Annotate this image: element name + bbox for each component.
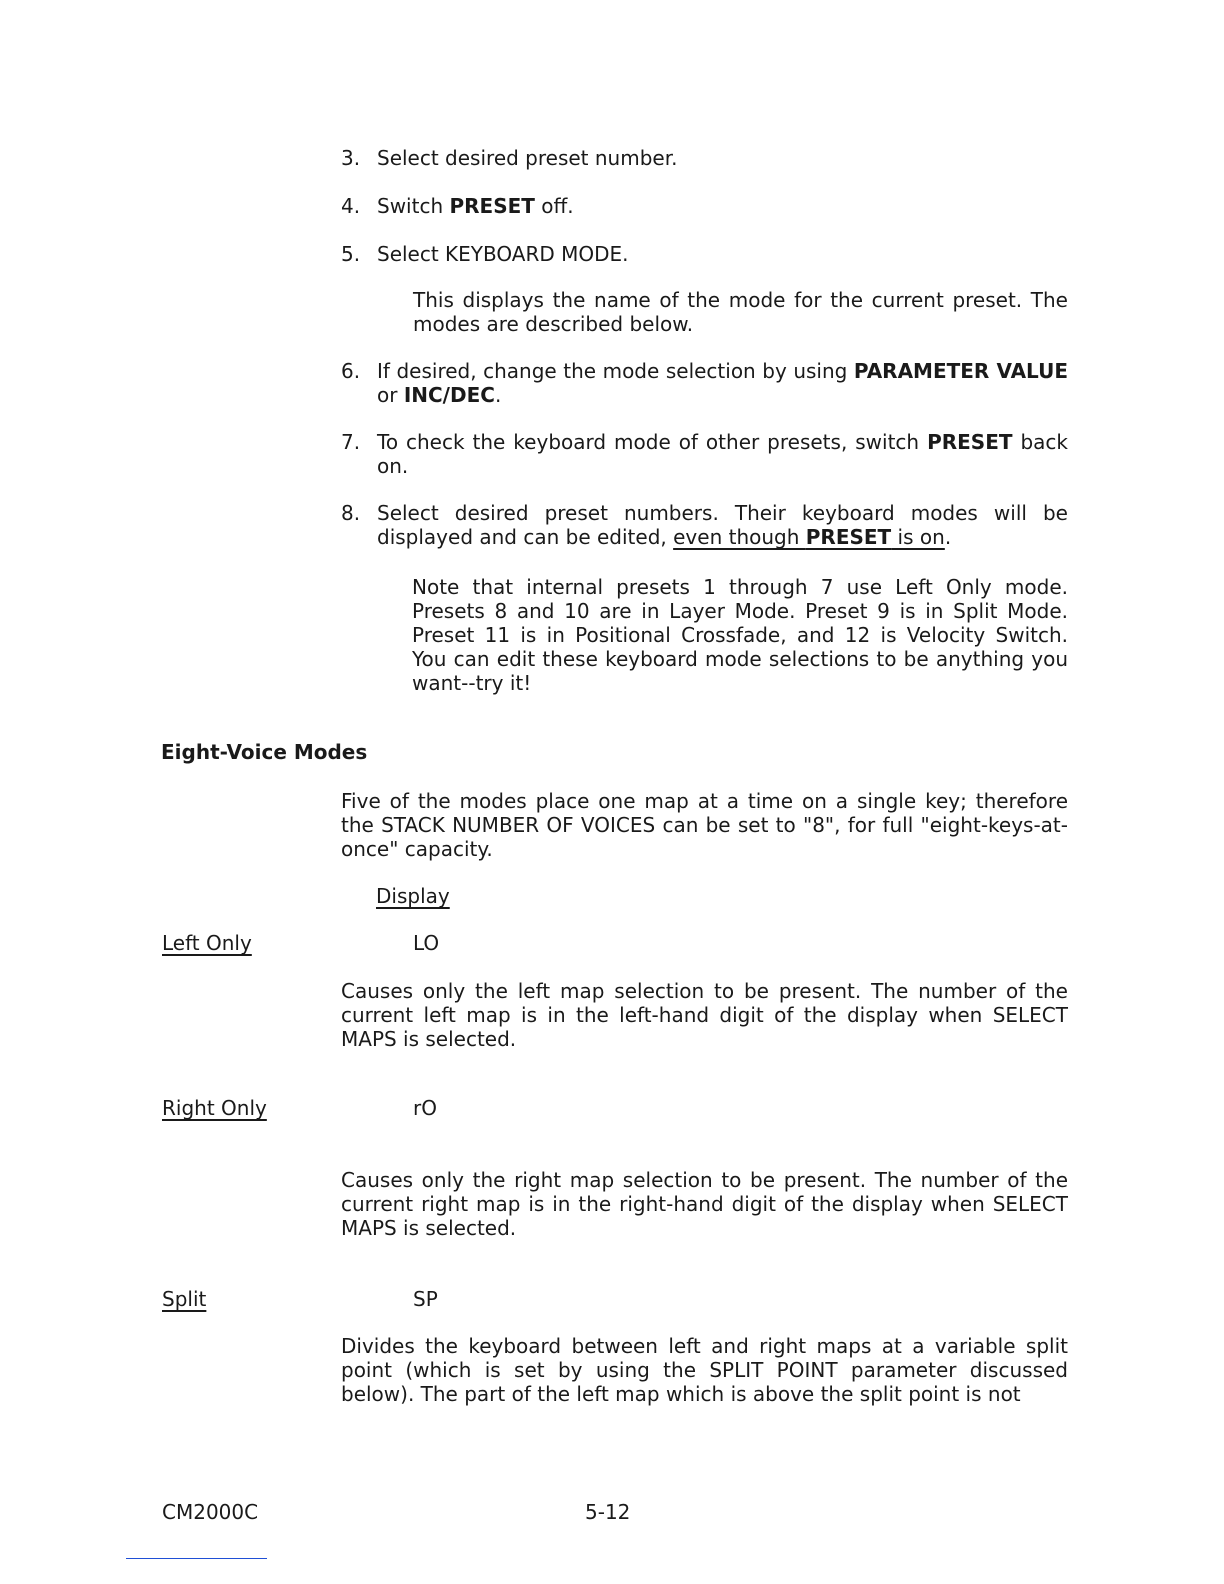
step-4 [341, 194, 1068, 218]
underlined-phrase: even though PRESET is on [673, 525, 945, 549]
step-number: 8. [341, 501, 361, 525]
mode-name-left-only: Left Only [162, 931, 252, 955]
mode-display-left-only: LO [413, 931, 440, 955]
step-text: Switch PRESET off. [377, 194, 574, 218]
step-text: Select KEYBOARD MODE. [377, 242, 629, 266]
step-8-note: Note that internal presets 1 through 7 use Left Only mode. Presets 8 and 10 are in Layer Mode. Preset 9 is in Split Mode. Preset 11 is in Positional Crossfade, and 12 is Velocity Switch. You can edit these keyboard mode selections to be anything you want--try it! [412, 575, 1068, 695]
footer-doc-id: CM2000C [162, 1500, 259, 1524]
step-8 [341, 501, 1068, 549]
step-5 [341, 242, 1068, 266]
mode-display-right-only: rO [413, 1096, 437, 1120]
mode-description-right-only: Causes only the right map selection to be present. The number of the current right map is in the right-hand digit of the display when SELECT MAPS is selected. [341, 1168, 1068, 1240]
footer-rule [126, 1558, 267, 1559]
step-text: To check the keyboard mode of other presets, switch PRESET back on. [377, 430, 1069, 478]
step-5-note: This displays the name of the mode for the current preset. The modes are described below. [413, 288, 1068, 336]
section-title: Eight-Voice Modes [161, 740, 368, 764]
mode-display-split: SP [413, 1287, 438, 1311]
step-number: 7. [341, 430, 361, 454]
step-number: 3. [341, 146, 361, 170]
mode-description-left-only: Causes only the left map selection to be present. The number of the current left map is in the left-hand digit of the display when SELECT MAPS is selected. [341, 979, 1068, 1051]
preset-keyword: PRESET [449, 194, 535, 218]
step-text: If desired, change the mode selection by using PARAMETER VALUE or INC/DEC. [377, 359, 1068, 407]
step-number: 6. [341, 359, 361, 383]
display-column-header: Display [376, 884, 450, 908]
step-3 [341, 146, 1068, 170]
step-text: Select desired preset number. [377, 146, 678, 170]
step-text: Select desired preset numbers. Their keyboard modes will be displayed and can be edited, even though PRESET is on. [377, 501, 1068, 549]
parameter-value-keyword: PARAMETER VALUE [853, 359, 1068, 383]
step-number: 5. [341, 242, 361, 266]
step-number: 4. [341, 194, 361, 218]
mode-name-split: Split [162, 1287, 207, 1311]
step-6 [341, 359, 1068, 407]
preset-keyword: PRESET [927, 430, 1013, 454]
step-7 [341, 430, 1068, 478]
section-intro: Five of the modes place one map at a time on a single key; therefore the STACK NUMBER OF VOICES can be set to "8", for full "eight-keys-at-once" capacity. [341, 789, 1068, 861]
inc-dec-keyword: INC/DEC [403, 383, 495, 407]
page-number: 5-12 [585, 1500, 631, 1524]
mode-name-right-only: Right Only [162, 1096, 267, 1120]
mode-description-split: Divides the keyboard between left and right maps at a variable split point (which is set by using the SPLIT POINT parameter discussed below). The part of the left map which is above the split point is not [341, 1334, 1068, 1406]
